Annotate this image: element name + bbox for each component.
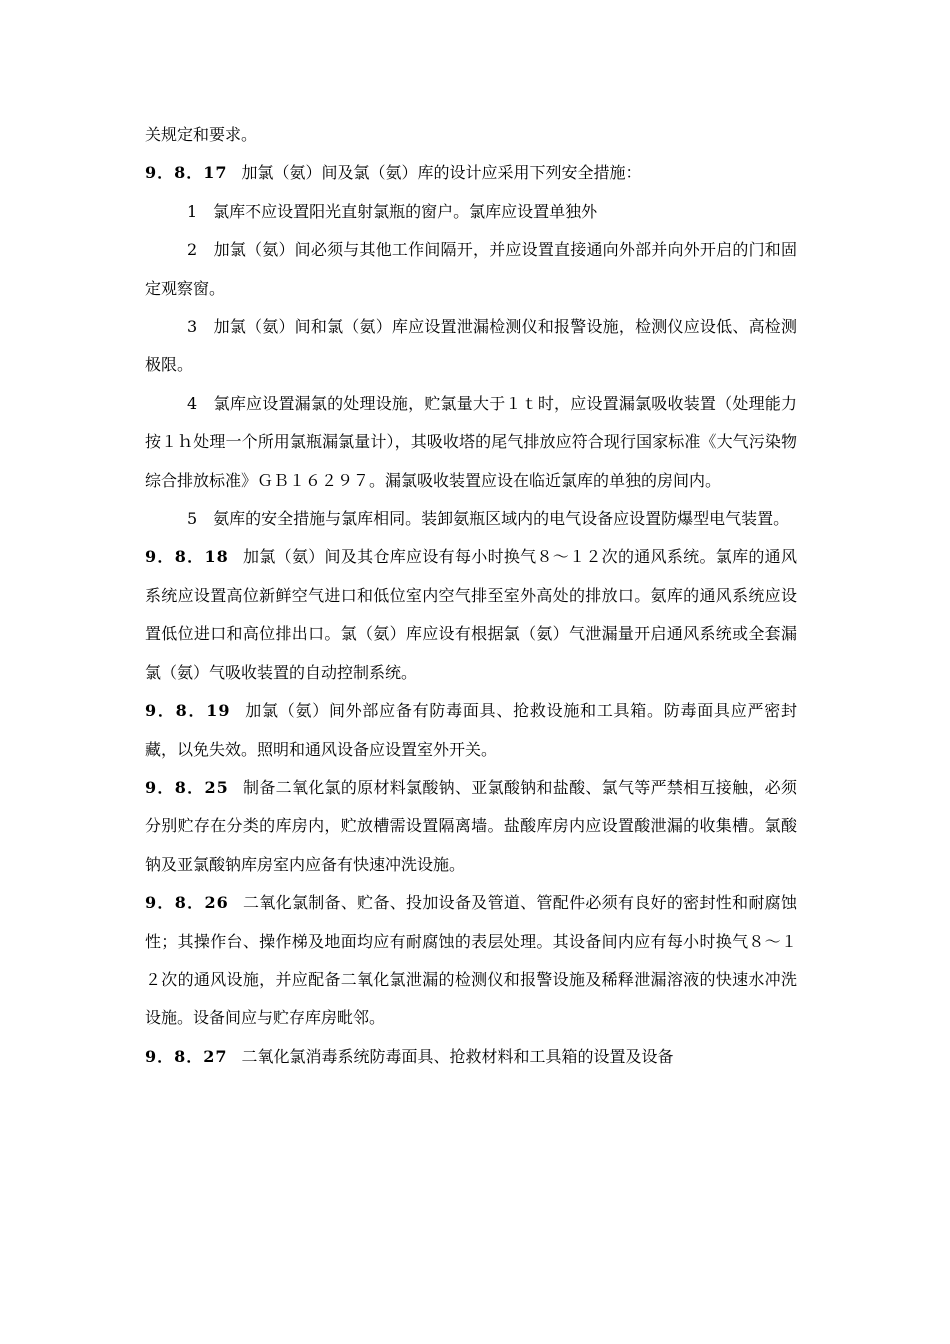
list-item-text: 1 氯库不应设置阳光直射氯瓶的窗户。氯库应设置单独外: [187, 201, 598, 221]
list-item-5: [145, 500, 797, 538]
list-item-1: [145, 193, 797, 231]
clause-number: 9．8．27: [145, 1046, 228, 1066]
list-item-text: 5 氨库的安全措施与氯库相同。装卸氨瓶区域内的电气设备应设置防爆型电气装置。: [187, 509, 790, 529]
paragraph-text: 关规定和要求。: [145, 125, 258, 144]
list-item-text: 2 加氯（氨）间必须与其他工作间隔开，并应设置直接通向外部并向外开启的门和固定观察窗。: [145, 240, 797, 298]
document-page: [145, 116, 797, 1076]
clause-text: 加氯（氨）间外部应备有防毒面具、抢救设施和工具箱。防毒面具应严密封藏，以免失效。照明和通风设备应设置室外开关。: [145, 701, 797, 759]
clause-9-8-26: [145, 884, 797, 1038]
clause-text: 二氧化氯制备、贮备、投加设备及管道、管配件必须有良好的密封性和耐腐蚀性；其操作台、操作梯及地面均应有耐腐蚀的表层处理。其设备间内应有每小时换气８～１２次的通风设施，并应配备二氧化氯泄漏的检测仪和报警设施及稀释泄漏溶液的快速水冲洗设施。设备间应与贮存库房毗邻。: [145, 893, 797, 1028]
paragraph-continuation: [145, 116, 797, 154]
clause-text: 加氯（氨）间及氯（氨）库的设计应采用下列安全措施：: [241, 163, 642, 183]
clause-number: 9．8．18: [145, 547, 229, 567]
clause-text: 加氯（氨）间及其仓库应设有每小时换气８～１２次的通风系统。氯库的通风系统应设置高位新鲜空气进口和低位室内空气排至室外高处的排放口。氨库的通风系统应设置低位进口和高位排出口。氯（氨）库应设有根据氯（氨）气泄漏量开启通风系统或全套漏氯（氨）气吸收装置的自动控制系统。: [145, 547, 797, 682]
clause-number: 9．8．25: [145, 777, 229, 797]
clause-9-8-17: [145, 154, 797, 192]
clause-9-8-19: [145, 692, 797, 769]
list-item-text: 3 加氯（氨）间和氯（氨）库应设置泄漏检测仪和报警设施，检测仪应设低、高检测极限。: [145, 317, 797, 375]
clause-number: 9．8．26: [145, 893, 229, 913]
list-item-text: 4 氯库应设置漏氯的处理设施，贮氯量大于１ｔ时，应设置漏氯吸收装置（处理能力按１ｈ处理一个所用氯瓶漏氯量计），其吸收塔的尾气排放应符合现行国家标准《大气污染物综合排放标准》ＧＢ１６２９７。漏氯吸收装置应设在临近氯库的单独的房间内。: [145, 393, 797, 490]
clause-9-8-25: [145, 769, 797, 884]
clause-9-8-18: [145, 538, 797, 692]
list-item-3: [145, 308, 797, 385]
clause-number: 9．8．19: [145, 701, 231, 721]
list-item-4: [145, 385, 797, 500]
clause-9-8-27: [145, 1038, 797, 1076]
clause-text: 二氧化氯消毒系统防毒面具、抢救材料和工具箱的设置及设备: [241, 1046, 674, 1066]
clause-text: 制备二氧化氯的原材料氯酸钠、亚氯酸钠和盐酸、氯气等严禁相互接触，必须分别贮存在分类的库房内，贮放槽需设置隔离墙。盐酸库房内应设置酸泄漏的收集槽。氯酸钠及亚氯酸钠库房室内应备有快速冲洗设施。: [145, 777, 797, 874]
clause-number: 9．8．17: [145, 163, 228, 183]
list-item-2: [145, 231, 797, 308]
